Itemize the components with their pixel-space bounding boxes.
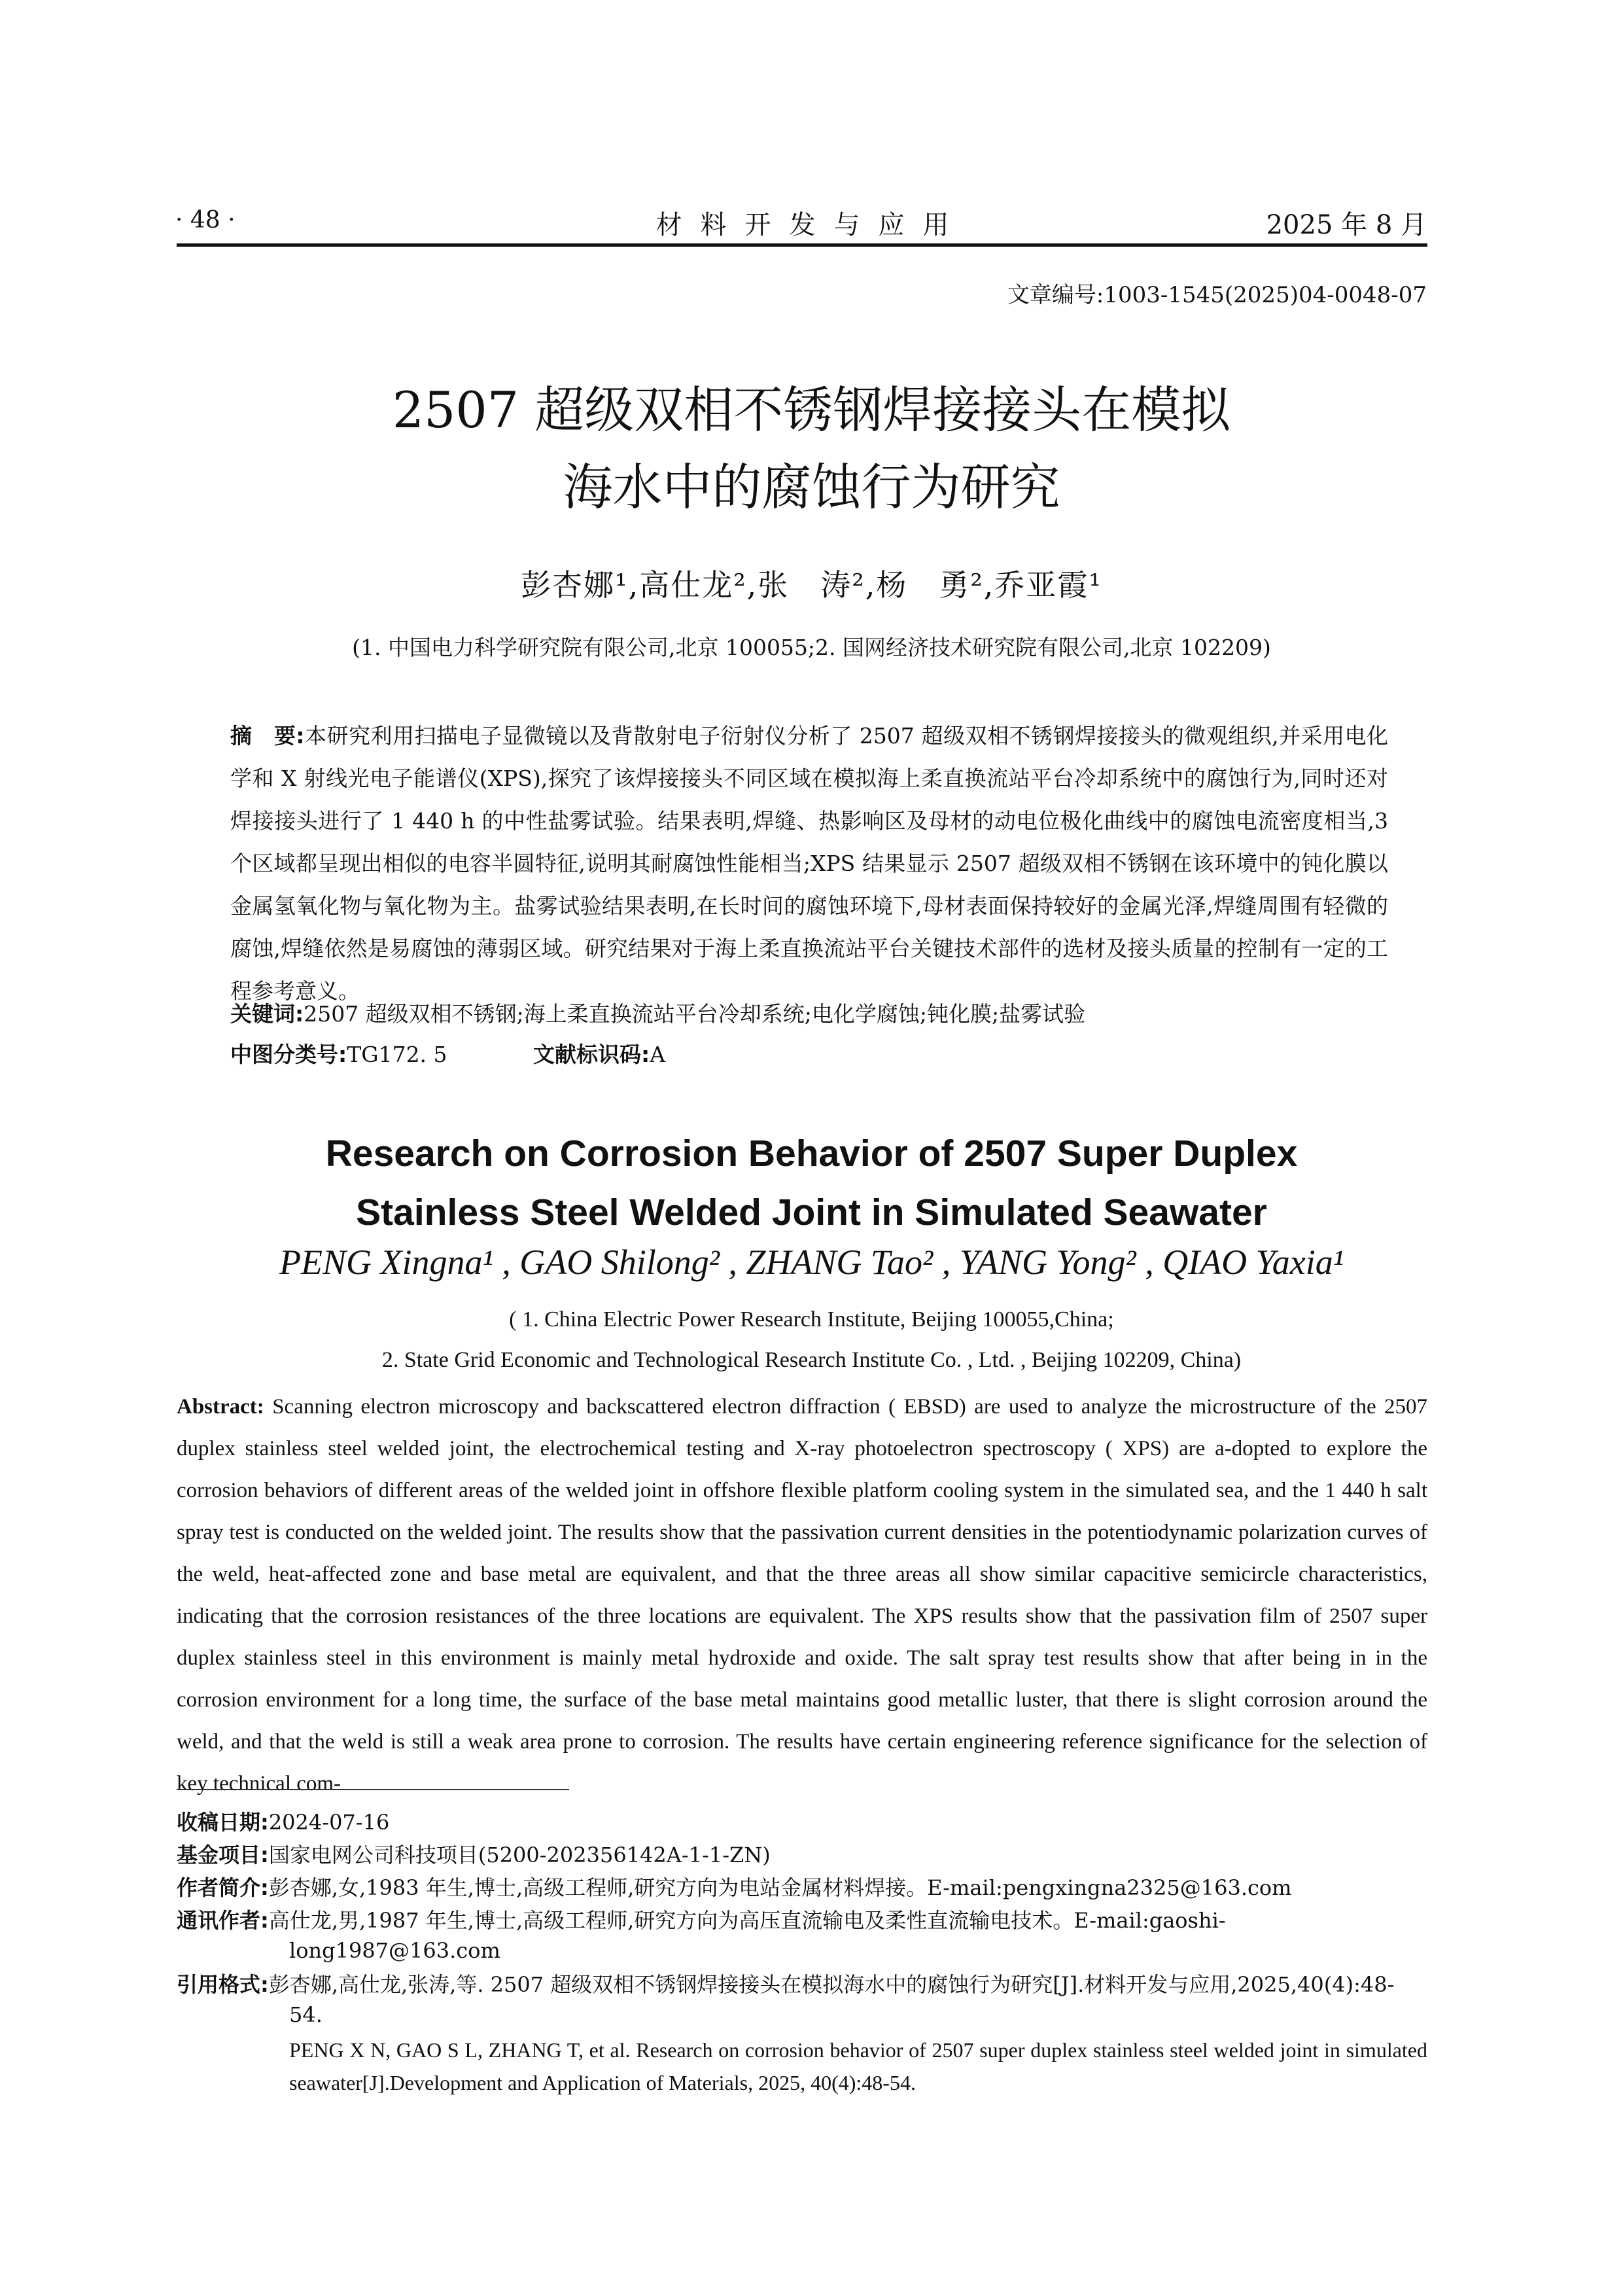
title-en-line1: Research on Corrosion Behavior of 2507 Super Duplex	[325, 1133, 1298, 1174]
footnote-author-label: 作者简介:	[177, 1875, 269, 1900]
abstract-en-label: Abstract:	[177, 1395, 264, 1419]
affiliation-en-line2: 2. State Grid Economic and Technological Research Institute Co. , Ltd. , Beijing 102209, China)	[381, 1348, 1242, 1372]
footnote-citation	[177, 1969, 1427, 2030]
footnote-rule	[177, 1789, 569, 1790]
header-rule	[177, 243, 1427, 247]
footnote-received-text: 2024-07-16	[268, 1810, 390, 1835]
footnote-citation-label: 引用格式:	[177, 1972, 269, 1997]
abstract-en	[177, 1386, 1427, 1805]
footnote-received-label: 收稿日期:	[177, 1810, 269, 1835]
abstract-en-text: Scanning electron microscopy and backscattered electron diffraction ( EBSD) are used to analyze the microstructure of the 2507 duplex stainless steel welded joint, the electrochemical testing and X-ray photoelectron spectroscopy ( XPS) are a-dopted to explore the corrosion behaviors of different areas of the welded joint in offshore flexible platform cooling system in the simulated sea, and the 1 440 h salt spray test is conducted on the welded joint. The results show that the passivation current densities in the potentiodynamic polarization curves of the weld, heat-affected zone and base metal are equivalent, and that the three areas all show similar capacitive semicircle characteristics, indicating that the corrosion resistances of the three locations are equivalent. The XPS results show that the passivation film of 2507 super duplex stainless steel in this environment is mainly metal hydroxide and oxide. The salt spray test results show that after being in in the corrosion environment for a long time, the surface of the base metal maintains good metallic luster, that there is slight corrosion around the weld, and that the weld is still a weak area prone to corrosion. The results have certain engineering reference significance for the selection of key technical com-	[177, 1395, 1427, 1795]
classification-cn	[230, 1038, 447, 1069]
page-number: · 48 ·	[175, 207, 236, 234]
affiliation-cn: (1. 中国电力科学研究院有限公司,北京 100055;2. 国网经济技术研究院有限公司,北京 102209)	[352, 635, 1271, 660]
authors-cn: 彭杏娜¹,高仕龙²,张 涛²,杨 勇²,乔亚霞¹	[521, 567, 1102, 603]
doc-id-cn-label: 文献标识码:	[533, 1042, 650, 1067]
article-number: 文章编号:1003-1545(2025)04-0048-07	[1007, 282, 1427, 308]
footnote-corresponding	[177, 1905, 1427, 1966]
classification-cn-label: 中图分类号:	[230, 1042, 347, 1067]
title-cn	[0, 372, 1623, 526]
affiliation-en-line1: ( 1. China Electric Power Research Institute, Beijing 100055,China;	[509, 1307, 1114, 1332]
footnote-author-text: 彭杏娜,女,1983 年生,博士,高级工程师,研究方向为电站金属材料焊接。E-mail:pengxingna2325@163.com	[268, 1875, 1292, 1900]
abstract-cn-label: 摘 要:	[230, 723, 305, 749]
doc-id-cn-value: A	[650, 1042, 666, 1067]
footnote-funding	[177, 1840, 1427, 1870]
footnote-funding-text: 国家电网公司科技项目(5200-202356142A-1-1-ZN)	[268, 1843, 771, 1867]
title-cn-line2: 海水中的腐蚀行为研究	[563, 458, 1060, 516]
footnote-funding-label: 基金项目:	[177, 1843, 269, 1867]
footnote-citation-cn: 彭杏娜,高仕龙,张涛,等. 2507 超级双相不锈钢焊接接头在模拟海水中的腐蚀行为研究[J].材料开发与应用,2025,40(4):48-54.	[268, 1972, 1395, 2027]
keywords-cn-label: 关键词:	[230, 1001, 304, 1027]
journal-name: 材料开发与应用	[655, 210, 968, 240]
authors-en: PENG Xingna¹ , GAO Shilong² , ZHANG Tao² , YANG Yong² , QIAO Yaxia¹	[279, 1243, 1344, 1282]
title-en	[0, 1124, 1623, 1242]
abstract-cn	[230, 715, 1388, 1012]
abstract-cn-text: 本研究利用扫描电子显微镜以及背散射电子衍射仪分析了 2507 超级双相不锈钢焊接接头的微观组织,并采用电化学和 X 射线光电子能谱仪(XPS),探究了该焊接接头不同区域在模拟海上柔直换流站平台冷却系统中的腐蚀行为,同时还对焊接接头进行了 1 440 h 的中性盐雾试验。结果表明,焊缝、热影响区及母材的动电位极化曲线中的腐蚀电流密度相当,3 个区域都呈现出相似的电容半圆特征,说明其耐腐蚀性能相当;XPS 结果显示 2507 超级双相不锈钢在该环境中的钝化膜以金属氢氧化物与氧化物为主。盐雾试验结果表明,在长时间的腐蚀环境下,母材表面保持较好的金属光泽,焊缝周围有轻微的腐蚀,焊缝依然是易腐蚀的薄弱区域。研究结果对于海上柔直换流站平台关键技术部件的选材及接头质量的控制有一定的工程参考意义。	[230, 723, 1389, 1004]
keywords-cn-text: 2507 超级双相不锈钢;海上柔直换流站平台冷却系统;电化学腐蚀;钝化膜;盐雾试验	[304, 1001, 1086, 1027]
title-cn-line1: 2507 超级双相不锈钢焊接接头在模拟	[392, 381, 1231, 439]
classification-cn-value: TG172. 5	[347, 1042, 447, 1067]
keywords-cn	[230, 997, 1388, 1028]
footnote-corresponding-label: 通讯作者:	[177, 1908, 269, 1933]
footnote-received	[177, 1807, 1427, 1837]
footnote-author-bio	[177, 1873, 1427, 1903]
issue-date: 2025 年 8 月	[1266, 210, 1427, 240]
footnote-corresponding-text: 高仕龙,男,1987 年生,博士,高级工程师,研究方向为高压直流输电及柔性直流输电技术。E-mail:gaoshi-long1987@163.com	[268, 1908, 1226, 1963]
footnote-citation-en: PENG X N, GAO S L, ZHANG T, et al. Research on corrosion behavior of 2507 super duplex stainless steel welded joint in simulated seawater[J].Development and Application of Materials, 2025, 40(4):48-54.	[289, 2038, 1427, 2094]
doc-id-cn	[533, 1038, 665, 1069]
title-en-line2: Stainless Steel Welded Joint in Simulated Seawater	[356, 1192, 1267, 1233]
